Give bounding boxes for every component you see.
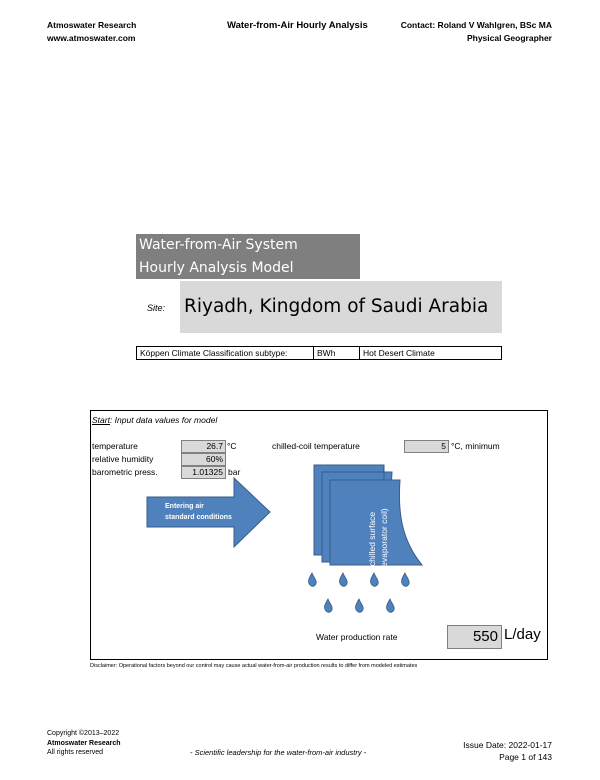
humidity-label: relative humidity — [92, 454, 154, 464]
start-text: : Input data values for model — [109, 415, 218, 425]
header-website[interactable]: www.atmoswater.com — [47, 33, 136, 43]
pressure-label: barometric press. — [92, 467, 158, 477]
koppen-row — [136, 346, 502, 360]
coil-label-line1: chilled surface — [367, 511, 377, 567]
arrow-label-line2: standard conditions — [165, 514, 232, 521]
header-contact: Contact: Roland V Wahlgren, BSc MA — [400, 20, 552, 30]
coil-label-line2: (evaporator coil) — [379, 508, 389, 570]
arrow-label — [165, 501, 232, 523]
pressure-unit: bar — [228, 467, 241, 477]
model-title-line2: Hourly Analysis Model — [139, 260, 294, 276]
pressure-input[interactable]: 1.01325 — [181, 466, 226, 479]
coil-temp-input[interactable]: 5 — [404, 440, 449, 453]
koppen-divider-2 — [359, 347, 360, 359]
rate-unit: L/day — [504, 626, 541, 643]
footer-left — [47, 729, 121, 758]
footer-page: Page 1 of 143 — [499, 752, 552, 762]
header-org: Atmoswater Research — [47, 20, 137, 30]
footer-right — [463, 739, 552, 763]
rate-output: 550 — [447, 625, 502, 649]
humidity-input[interactable]: 60% — [181, 453, 226, 466]
disclaimer: Disclaimer: Operational factors beyond our control may cause actual water-from-air production results to differ from modeled estimates — [90, 663, 418, 669]
water-drop-icon — [309, 573, 410, 612]
footer-issue-date: Issue Date: 2022-01-17 — [463, 740, 552, 750]
start-link[interactable]: Start — [92, 415, 110, 425]
temperature-label: temperature — [92, 441, 138, 451]
footer-copyright: Copyright ©2013–2022 — [47, 730, 120, 737]
site-label: Site: — [147, 303, 166, 313]
coil-label — [366, 494, 394, 584]
koppen-label: Köppen Climate Classification subtype: — [140, 348, 288, 358]
arrow-label-line1: Entering air — [165, 503, 204, 510]
koppen-divider-1 — [313, 347, 314, 359]
koppen-code[interactable]: BWh — [317, 348, 336, 358]
site-value[interactable]: Riyadh, Kingdom of Saudi Arabia — [184, 296, 489, 317]
header-title: Water-from-Air Hourly Analysis — [227, 20, 368, 31]
model-title-line1: Water-from-Air System — [139, 237, 298, 253]
rate-label: Water production rate — [316, 632, 398, 642]
temperature-unit: °C — [227, 441, 237, 451]
start-line — [92, 415, 217, 426]
koppen-description: Hot Desert Climate — [363, 348, 435, 358]
footer-org: Atmoswater Research — [47, 739, 121, 747]
footer-tagline: - Scientific leadership for the water-from-air industry - — [190, 748, 367, 757]
footer-rights: All rights reserved — [47, 749, 104, 756]
header-role: Physical Geographer — [466, 33, 552, 43]
model-title-box — [136, 234, 360, 279]
temperature-input[interactable]: 26.7 — [181, 440, 226, 453]
coil-temp-label: chilled-coil temperature — [272, 441, 360, 451]
coil-temp-unit: °C, minimum — [451, 441, 500, 451]
